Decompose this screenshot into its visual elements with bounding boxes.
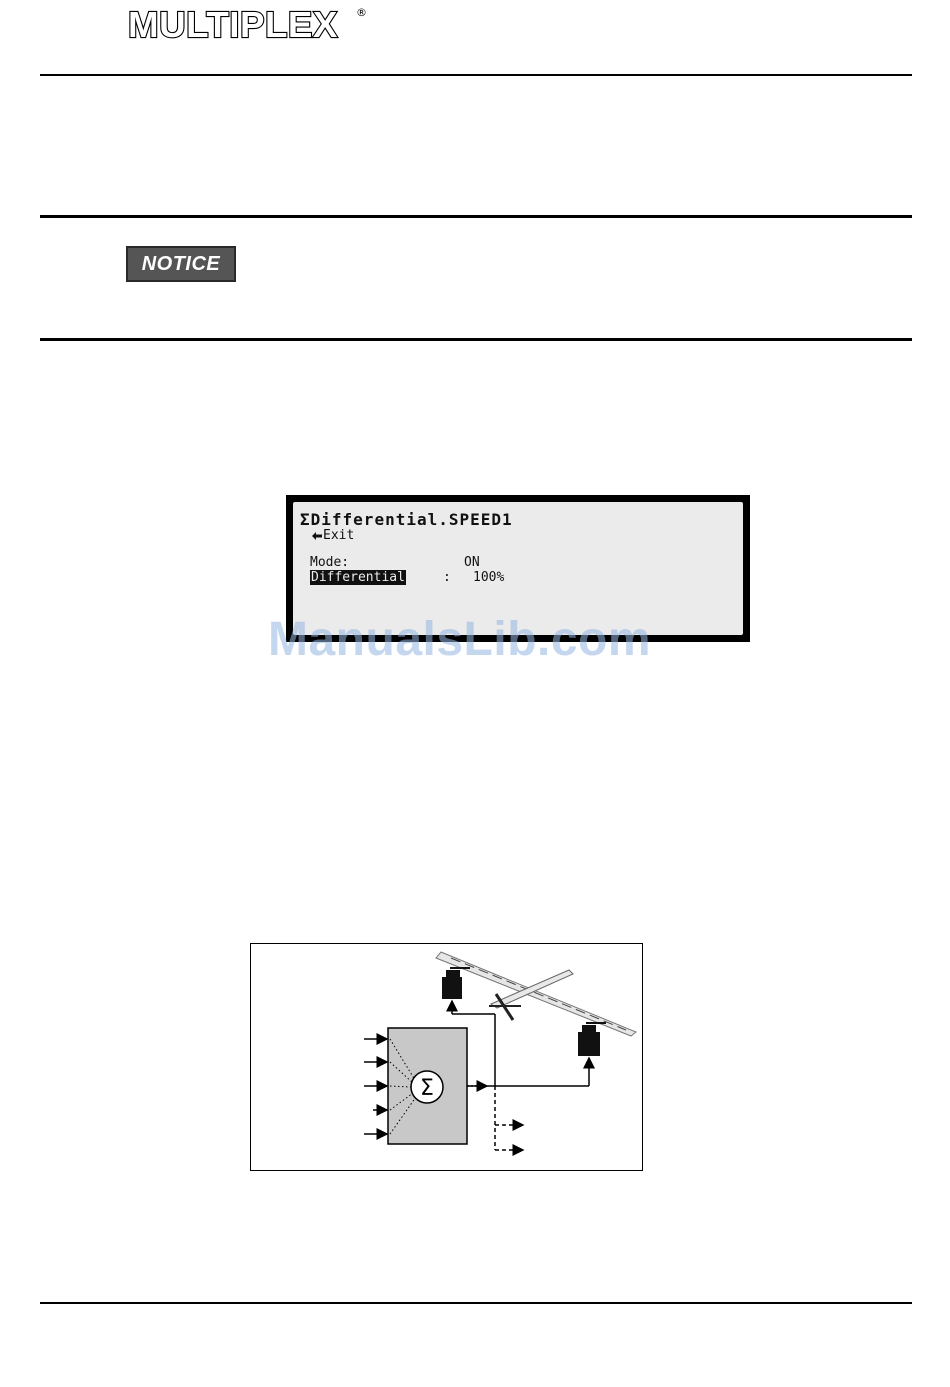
secondary-outputs — [495, 1086, 523, 1150]
lcd-mode-label: Mode: — [310, 555, 350, 570]
notice-top-divider — [40, 215, 912, 218]
lcd-selected-item[interactable]: Differential — [311, 570, 405, 585]
input-arrows — [364, 1039, 387, 1134]
mixer-diagram — [250, 943, 643, 1171]
servo-icon — [442, 968, 470, 999]
watermark: ManualsLib.com — [268, 613, 652, 666]
lcd-title: Differential.SPEED1 — [310, 510, 513, 529]
header-divider — [40, 74, 912, 76]
lcd-differential-label[interactable] — [310, 571, 406, 585]
sigma-icon: Σ — [420, 1076, 434, 1101]
servo-icon — [578, 1023, 606, 1056]
registered-mark: ® — [356, 6, 367, 19]
notice-bottom-divider — [40, 338, 912, 341]
mixer-diagram-graphic — [251, 944, 644, 1172]
return-arrow-icon — [311, 531, 323, 541]
lcd-mode-value[interactable]: ON — [464, 555, 480, 570]
lcd-exit-label: Exit — [323, 528, 355, 543]
lcd-differential-value[interactable]: 100% — [473, 570, 505, 585]
lcd-title-bar — [300, 512, 513, 528]
notice-label: NOTICE — [141, 252, 221, 275]
footer-divider — [40, 1302, 912, 1304]
sigma-icon: Σ — [300, 510, 311, 529]
lcd-separator: : — [443, 570, 451, 585]
notice-badge — [126, 246, 236, 282]
brand-name: MULTIPLEX — [128, 4, 338, 45]
brand-logo — [128, 4, 367, 45]
lcd-exit[interactable] — [311, 529, 354, 543]
